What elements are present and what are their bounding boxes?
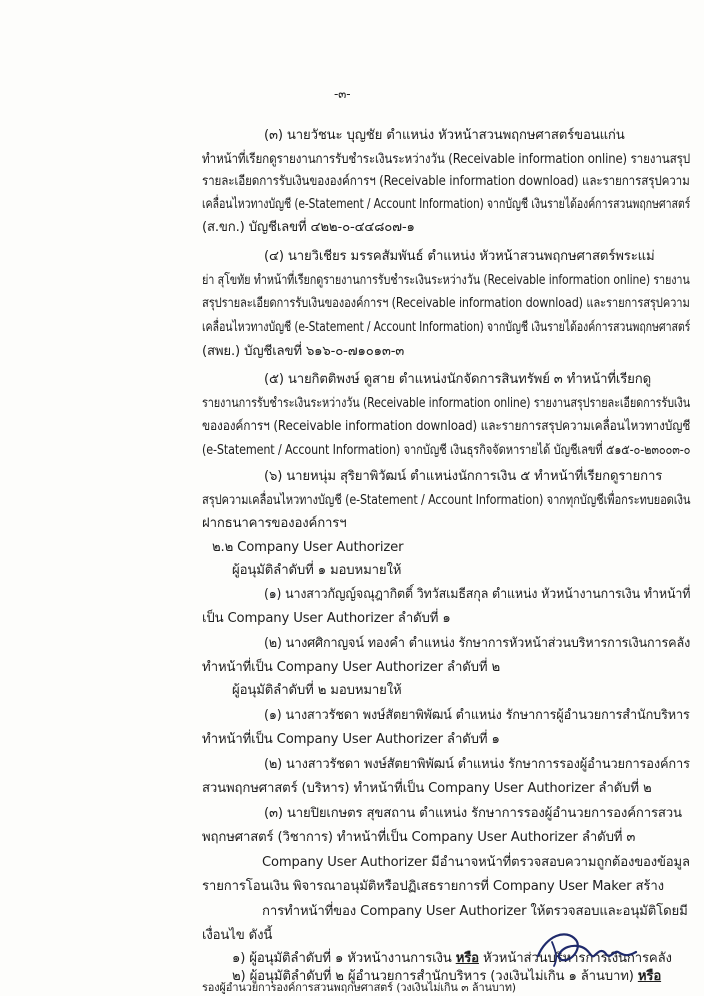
paragraph-line: รายละเอียดการรับเงินขององค์การฯ (Receivable information download) และรายการสรุปความ (202, 174, 690, 189)
paragraph-line: (๑) นางสาวกัญญ์จณุฎากิตติ์ วิทวัสเมธีสกุล ตำแหน่ง หัวหน้างานการเงิน ทำหน้าที่ (264, 587, 691, 602)
paragraph-line: รายงานการรับชำระเงินระหว่างวัน (Receivable information online) รายงานสรุปรายละเอียดการรับเงิน (202, 396, 691, 411)
paragraph-line: (๓) นายวัชนะ บุญชัย ตำแหน่ง หัวหน้าสวนพฤกษศาสตร์ขอนแก่น (264, 128, 625, 143)
paragraph-line: (๓) นายปิยเกษตร สุขสถาน ตำแหน่ง รักษาการรองผู้อำนวยการองค์การสวน (264, 806, 682, 821)
paragraph-line: สรุปรายละเอียดการรับเงินขององค์การฯ (Receivable information download) และรายการสรุปความ (202, 296, 690, 311)
subheading: ผู้อนุมัติลำดับที่ ๑ มอบหมายให้ (232, 563, 402, 578)
paragraph-line: (๒) นางศศิกาญจน์ ทองคำ ตำแหน่ง รักษาการหัวหน้าส่วนบริหารการเงินการคลัง (264, 636, 691, 651)
paragraph-line: Company User Authorizer มีอำนาจหน้าที่ตรวจสอบความถูกต้องของข้อมูล (262, 855, 690, 870)
paragraph-line: พฤกษศาสตร์ (วิชาการ) ทำหน้าที่เป็น Company User Authorizer ลำดับที่ ๓ (202, 830, 636, 845)
condition-text: ๑) ผู้อนุมัติลำดับที่ ๑ หัวหน้างานการเงิน (232, 951, 456, 966)
or-emphasis: หรือ (455, 951, 479, 966)
paragraph-line: (๖) นายหนุ่ม สุริยาพิวัฒน์ ตำแหน่งนักการเงิน ๕ ทำหน้าที่เรียกดูรายการ (264, 469, 663, 484)
paragraph-line: รองผู้อำนวยการองค์การสวนพฤกษศาสตร์ (วงเงินไม่เกิน ๓ ล้านบาท) (202, 981, 516, 994)
section-heading: ๒.๒ Company User Authorizer (212, 540, 404, 555)
or-emphasis: หรือ (637, 969, 662, 984)
paragraph-line: สวนพฤกษศาสตร์ (บริหาร) ทำหน้าที่เป็น Company User Authorizer ลำดับที่ ๒ (202, 781, 652, 796)
paragraph-line: ทำหน้าที่เรียกดูรายงานการรับชำระเงินระหว่างวัน (Receivable information online) รายงานสรุป (202, 152, 690, 167)
paragraph-line: (๕) นายกิตติพงษ์ ดูสาย ตำแหน่งนักจัดการสินทรัพย์ ๓ ทำหน้าที่เรียกดู (264, 372, 651, 387)
paragraph-line: สรุปความเคลื่อนไหวทางบัญชี (e-Statement / Account Information) จากทุกบัญชีเพื่อกระทบยอดเงิน (202, 493, 691, 508)
paragraph-line: (๑) นางสาวรัชดา พงษ์สัตยาพิพัฒน์ ตำแหน่ง รักษาการผู้อำนวยการสำนักบริหาร (264, 708, 690, 723)
page-number: -๓- (334, 87, 351, 101)
paragraph-line: (e-Statement / Account Information) จากบัญชี เงินธุรกิจจัดหารายได้ บัญชีเลขที่ ๕๑๕-๐-๒๓๐๐๓-๐ (202, 443, 691, 458)
paragraph-line: (๔) นายวิเชียร มรรคสัมพันธ์ ตำแหน่ง หัวหน้าสวนพฤกษศาสตร์พระแม่ (264, 249, 655, 264)
paragraph-line: รายการโอนเงิน พิจารณาอนุมัติหรือปฏิเสธรายการที่ Company User Maker สร้าง (202, 879, 664, 894)
handwritten-signature-icon (532, 922, 642, 972)
paragraph-line: ทำหน้าที่เป็น Company User Authorizer ลำดับที่ ๒ (202, 660, 501, 675)
paragraph-line: ย่า สุโขทัย ทำหน้าที่เรียกดูรายงานการรับชำระเงินระหว่างวัน (Receivable information online) รายงาน (202, 273, 690, 288)
subheading: ผู้อนุมัติลำดับที่ ๒ มอบหมายให้ (232, 683, 402, 698)
paragraph-line: เคลื่อนไหวทางบัญชี (e-Statement / Account Information) จากบัญชี เงินรายได้องค์การสวนพฤกษศาสตร์ (202, 320, 691, 335)
paragraph-line: (ส.ขก.) บัญชีเลขที่ ๔๒๒-๐-๔๔๘๐๗-๑ (202, 220, 415, 235)
paragraph-line: ทำหน้าที่เป็น Company User Authorizer ลำดับที่ ๑ (202, 732, 500, 747)
paragraph-line: (สพย.) บัญชีเลขที่ ๖๑๖-๐-๗๑๐๑๓-๓ (202, 344, 405, 359)
paragraph-line: ฝากธนาคารขององค์การฯ (202, 516, 347, 531)
condition-text: หัวหน้าส่วนบริหารการเงินการคลัง (478, 951, 672, 966)
paragraph-line: ขององค์การฯ (Receivable information download) และรายการสรุปความเคลื่อนไหวทางบัญชี (202, 419, 691, 434)
paragraph-line: เป็น Company User Authorizer ลำดับที่ ๑ (202, 611, 451, 626)
paragraph-line: เงื่อนไข ดังนี้ (202, 928, 273, 943)
paragraph-line: การทำหน้าที่ของ Company User Authorizer ให้ตรวจสอบและอนุมัติโดยมี (262, 904, 688, 919)
paragraph-line: (๒) นางสาวรัชดา พงษ์สัตยาพิพัฒน์ ตำแหน่ง รักษาการรองผู้อำนวยการองค์การ (264, 757, 690, 772)
paragraph-line: เคลื่อนไหวทางบัญชี (e-Statement / Account Information) จากบัญชี เงินรายได้องค์การสวนพฤกษศาสตร์ (202, 197, 691, 212)
condition-text: ๒) ผู้อนุมัติลำดับที่ ๒ ผู้อำนวยการสำนักบริหาร (วงเงินไม่เกิน ๑ ล้านบาท) (232, 969, 638, 984)
